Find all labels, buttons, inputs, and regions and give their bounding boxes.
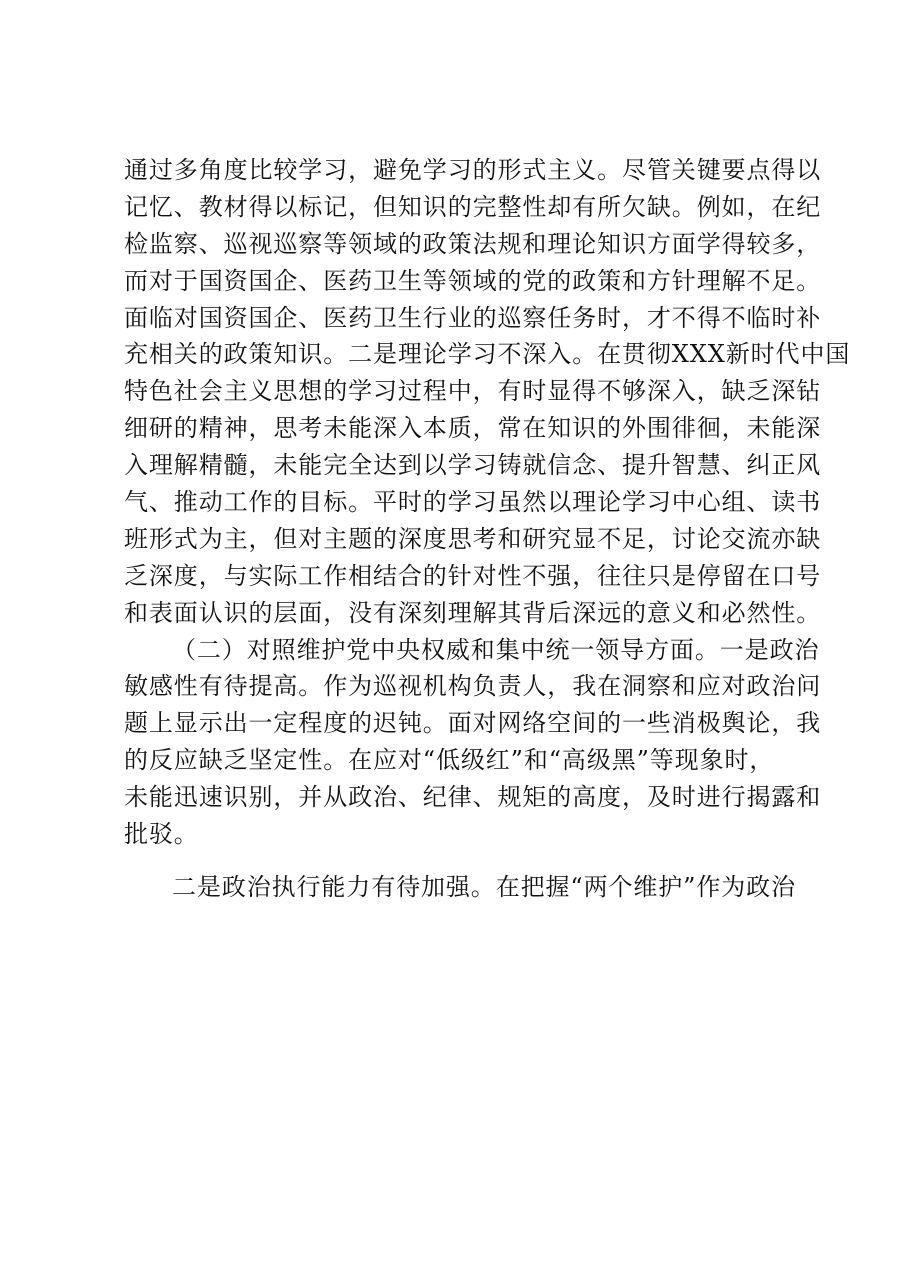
- text-line: 面临对国资国企、医药卫生行业的巡察任务时，才不得不临时补: [124, 303, 822, 332]
- paragraph-central-authority: [124, 632, 822, 853]
- text-line: 敏感性有待提高。作为巡视机构负责人，我在洞察和应对政治问: [124, 672, 822, 701]
- text-line: 二是政治执行能力有待加强。在把握“两个维护”作为政治: [172, 872, 796, 901]
- paragraph-execution-ability: [124, 869, 804, 906]
- text-line: 记忆、教材得以标记，但知识的完整性却有所欠缺。例如，在纪: [124, 192, 822, 221]
- text-line: 细研的精神，思考未能深入本质，常在知识的外围徘徊，未能深: [124, 414, 822, 443]
- text-line: 检监察、巡视巡察等领域的政策法规和理论知识方面学得较多，: [124, 229, 822, 258]
- paragraph-spacing: [124, 853, 804, 869]
- text-line: 乏深度，与实际工作相结合的针对性不强，往往只是停留在口号: [124, 561, 822, 590]
- text-line: 气、推动工作的目标。平时的学习虽然以理论学习中心组、读书: [124, 488, 822, 517]
- text-line: 通过多角度比较学习，避免学习的形式主义。尽管关键要点得以: [124, 156, 822, 184]
- text-line: 而对于国资国企、医药卫生等领域的党的政策和方针理解不足。: [124, 266, 822, 295]
- text-line: 和表面认识的层面，没有深刻理解其背后深远的意义和必然性。: [124, 598, 822, 627]
- text-line: 的反应缺乏坚定性。在应对“低级红”和“高级黑”等现象时，: [124, 746, 775, 775]
- text-line: 未能迅速识别，并从政治、纪律、规矩的高度，及时进行揭露和: [124, 783, 822, 812]
- text-line: 入理解精髓，未能完全达到以学习铸就信念、提升智慧、纠正风: [124, 451, 822, 480]
- paragraph-study-depth: [124, 152, 851, 632]
- text-line: 特色社会主义思想的学习过程中，有时显得不够深入，缺乏深钻: [124, 377, 822, 406]
- text-line: 批驳。: [124, 820, 199, 849]
- text-line: 充相关的政策知识。二是理论学习不深入。在贯彻XXX新时代中国: [124, 340, 851, 369]
- text-line: 题上显示出一定程度的迟钝。面对网络空间的一些消极舆论，我: [124, 709, 822, 738]
- text-line: 班形式为主，但对主题的深度思考和研究显不足，讨论交流亦缺: [124, 524, 822, 553]
- section-heading-line: （二）对照维护党中央权威和集中统一领导方面。一是政治: [172, 635, 820, 664]
- document-body: [124, 152, 851, 906]
